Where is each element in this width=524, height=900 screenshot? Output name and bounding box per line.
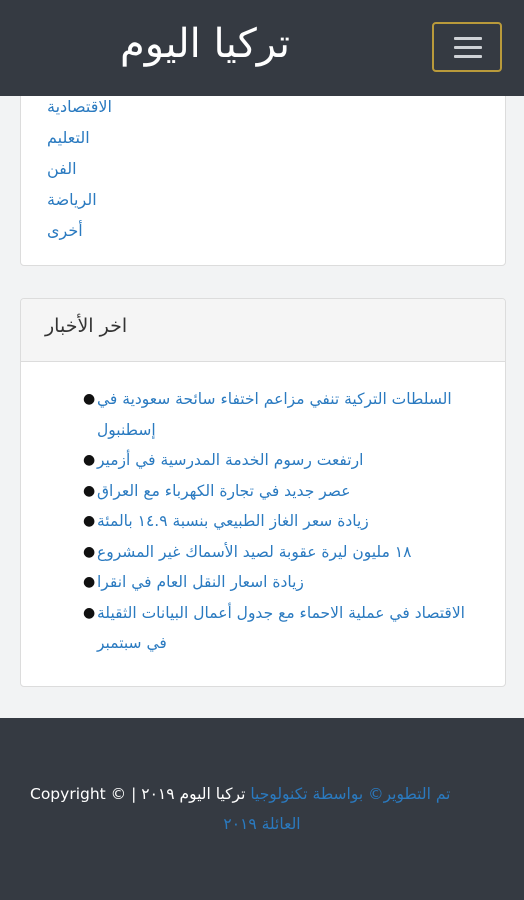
hamburger-menu-icon — [454, 55, 482, 58]
bullet-icon: ● — [83, 543, 96, 560]
bullet-icon: ● — [83, 574, 96, 590]
hamburger-menu-icon — [454, 46, 482, 49]
developer-link[interactable]: تم التطوير© بواسطة تكنولوجيا — [250, 785, 451, 803]
category-link-sports[interactable]: الرياضة — [47, 190, 97, 209]
news-link[interactable]: زيادة سعر الغاز الطبيعي بنسبة ١٤.٩ بالمئة — [97, 512, 369, 530]
top-navbar — [0, 0, 524, 96]
latest-news-title: اخر الأخبار — [45, 315, 128, 337]
site-year: تركيا اليوم ٢٠١٩ | — [131, 785, 246, 803]
news-list — [83, 384, 487, 659]
copyright-prefix: Copyright © — [30, 785, 127, 803]
news-link[interactable]: الاقتصاد في عملية الاحماء مع جدول أعمال البيانات الثقيلة في سبتمبر — [97, 603, 465, 652]
site-footer — [0, 718, 524, 900]
footer-copyright — [30, 785, 496, 803]
categories-card — [20, 80, 506, 266]
news-link[interactable]: زيادة اسعار النقل العام في انقرا — [97, 573, 304, 591]
bullet-icon: ● — [83, 391, 96, 407]
bullet-icon: ● — [83, 482, 96, 499]
category-link-art[interactable]: الفن — [47, 159, 77, 178]
menu-toggle-button[interactable] — [432, 22, 502, 72]
category-link-other[interactable]: أخرى — [47, 221, 83, 240]
category-link-education[interactable]: التعليم — [47, 128, 90, 147]
latest-news-card — [20, 298, 506, 687]
hamburger-menu-icon — [454, 37, 482, 40]
bullet-icon: ● — [83, 604, 96, 621]
site-brand[interactable]: تركيا اليوم — [119, 21, 290, 67]
news-link[interactable]: ارتفعت رسوم الخدمة المدرسية في أزمير — [97, 451, 364, 469]
category-link-economy[interactable]: الاقتصادية — [47, 97, 112, 116]
news-link[interactable]: عصر جديد في تجارة الكهرباء مع العراق — [97, 481, 351, 500]
developer-link-cont[interactable]: العائلة ٢٠١٩ — [223, 815, 301, 833]
news-link[interactable]: ١٨ مليون ليرة عقوبة لصيد الأسماك غير المشروع — [97, 542, 412, 561]
latest-news-header — [21, 299, 505, 362]
bullet-icon: ● — [83, 452, 96, 468]
bullet-icon: ● — [83, 513, 96, 529]
footer-developer-cont — [222, 815, 302, 833]
news-link[interactable]: السلطات التركية تنفي مزاعم اختفاء سائحة سعودية في إسطنبول — [97, 390, 452, 439]
category-list — [47, 91, 112, 246]
